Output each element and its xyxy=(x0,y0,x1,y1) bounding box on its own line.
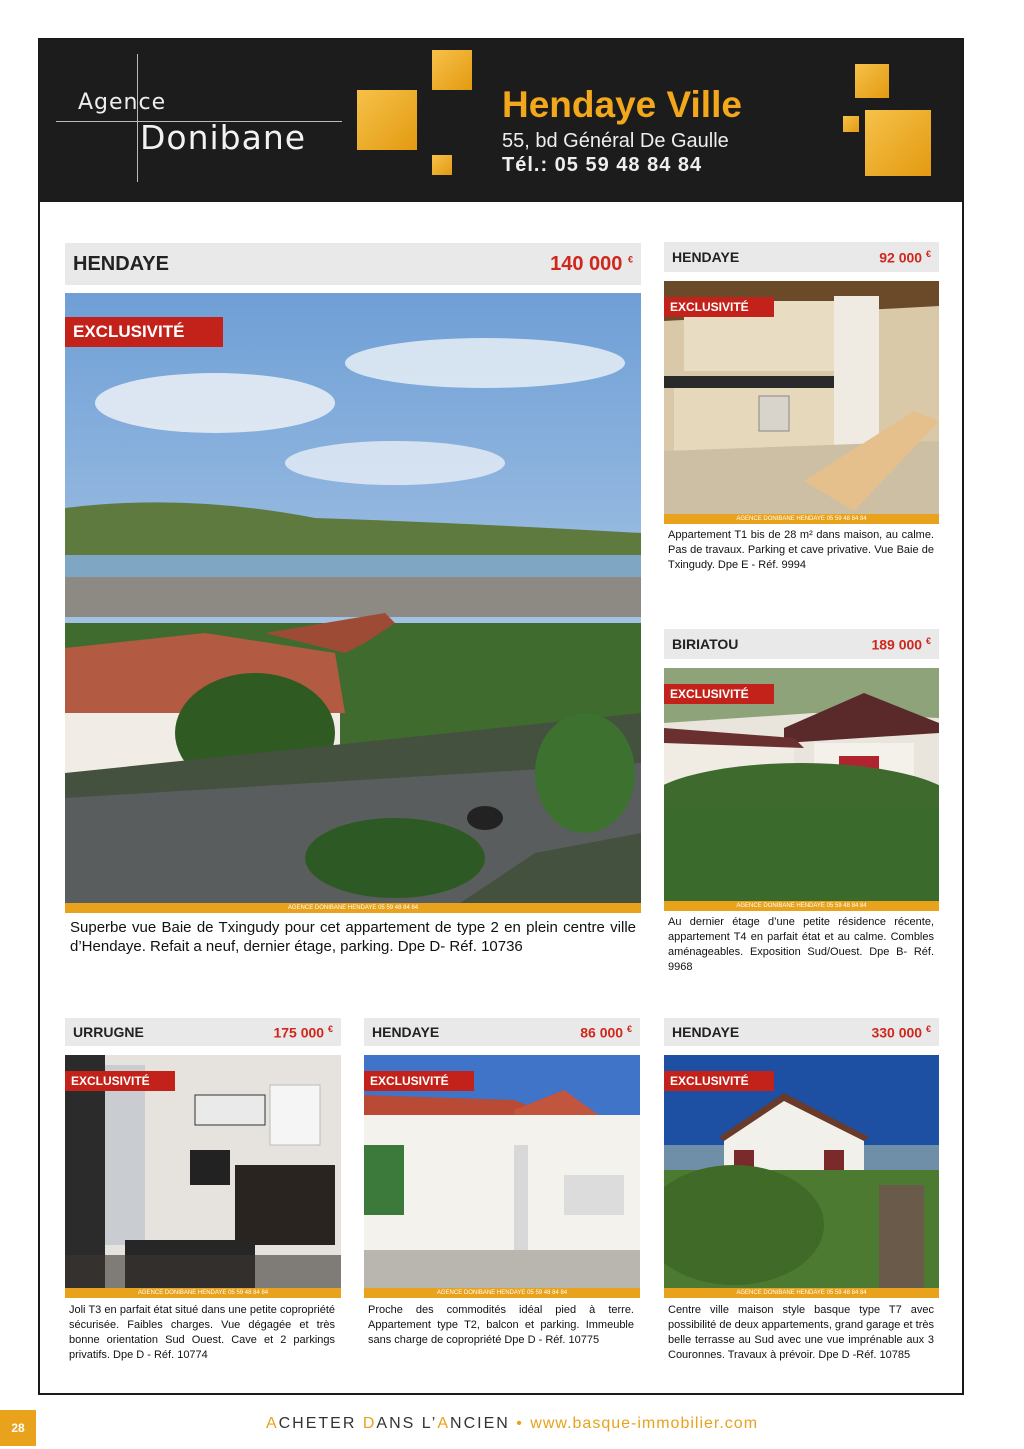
exclusivity-badge: EXCLUSIVITÉ xyxy=(664,297,774,317)
brand-large: Donibane xyxy=(140,118,307,157)
listing-photo[interactable] xyxy=(664,281,939,524)
listing-header xyxy=(664,1018,939,1046)
listing-description: Centre ville maison style basque type T7 avec possibilité de deux appartements, grand garage et très belle terrasse au Sud avec une vue imprénable aux 3 Couronnes. Travaux à prévoir. Dpe D -Réf. 10785 xyxy=(668,1304,934,1361)
listing-header xyxy=(65,243,641,285)
listing-header xyxy=(65,1018,341,1046)
deco-square-tiny xyxy=(843,116,859,132)
logo-square-small xyxy=(432,155,452,175)
listing-price: 330 000 € xyxy=(871,1023,931,1041)
photo-credit: AGENCE DONIBANE HENDAYE 05 59 48 84 84 xyxy=(664,1288,939,1298)
photo-credit: AGENCE DONIBANE HENDAYE 05 59 48 84 84 xyxy=(364,1288,640,1298)
listing-city: HENDAYE xyxy=(73,252,169,275)
listing-description: Proche des commodités idéal pied à terre. Appartement type T2, balcon et parking. Immeuble sans charge de copropriété Dpe D - Réf. 10775 xyxy=(368,1304,634,1346)
listing-photo[interactable] xyxy=(65,1055,341,1298)
brand-small: Agence xyxy=(78,90,167,115)
exclusivity-badge: EXCLUSIVITÉ xyxy=(364,1071,474,1091)
listing-city: HENDAYE xyxy=(372,1024,440,1040)
listing-header xyxy=(664,242,939,272)
listing-header xyxy=(364,1018,640,1046)
listing-city: URRUGNE xyxy=(73,1024,144,1040)
office-phone: Tél.: 05 59 48 84 84 xyxy=(502,154,703,176)
listing-price: 175 000 € xyxy=(273,1023,333,1041)
deco-square-large xyxy=(865,110,931,176)
logo-divider-vertical xyxy=(137,54,138,182)
listing-photo[interactable] xyxy=(364,1055,640,1298)
exclusivity-badge: EXCLUSIVITÉ xyxy=(664,1071,774,1091)
deco-square-top xyxy=(855,64,889,98)
office-title: Hendaye Ville xyxy=(502,84,742,125)
photo-credit: AGENCE DONIBANE HENDAYE 05 59 48 84 84 xyxy=(65,903,641,913)
page-number: 28 xyxy=(0,1410,36,1446)
listing-price: 86 000 € xyxy=(580,1023,632,1041)
listing-city: HENDAYE xyxy=(672,1024,740,1040)
listing-price: 92 000 € xyxy=(879,248,931,266)
listing-header xyxy=(664,629,939,659)
logo-square-large xyxy=(357,90,417,150)
listing-photo[interactable] xyxy=(65,293,641,913)
listing-price: 140 000 € xyxy=(550,252,633,275)
exclusivity-badge: EXCLUSIVITÉ xyxy=(664,684,774,704)
listing-description: Appartement T1 bis de 28 m² dans maison, au calme. Pas de travaux. Parking et cave privative. Vue Baie de Txingudy. Dpe E - Réf. 9994 xyxy=(668,529,934,571)
footer-url[interactable]: www.basque-immobilier.com xyxy=(530,1415,759,1432)
photo-credit: AGENCE DONIBANE HENDAYE 05 59 48 84 84 xyxy=(664,901,939,911)
listing-city: HENDAYE xyxy=(672,249,740,265)
exclusivity-badge: EXCLUSIVITÉ xyxy=(65,317,223,347)
listing-description: Au dernier étage d’une petite résidence récente, appartement T4 en parfait état et au calme. Combles aménageables. Exposition Sud/Ouest. Dpe B- Réf. 9968 xyxy=(668,916,934,973)
footer-tagline: ACHETER DANS L’ANCIEN • www.basque-immobilier.com xyxy=(265,1415,759,1432)
office-address: 55, bd Général De Gaulle xyxy=(502,130,729,152)
listing-photo[interactable] xyxy=(664,1055,939,1298)
photo-credit: AGENCE DONIBANE HENDAYE 05 59 48 84 84 xyxy=(65,1288,341,1298)
listing-description: Superbe vue Baie de Txingudy pour cet appartement de type 2 en plein centre ville d’Hendaye. Refait a neuf, dernier étage, parking. Dpe D- Réf. 10736 xyxy=(70,919,636,955)
listing-description: Joli T3 en parfait état situé dans une petite copropriété sécurisée. Faibles charges. Vue dégagée et très bonne orientation Sud Ouest. Cave et 2 parkings privatifs. Dpe D - Réf. 10774 xyxy=(69,1304,335,1361)
listing-price: 189 000 € xyxy=(871,635,931,653)
listing-photo[interactable] xyxy=(664,668,939,911)
photo-credit: AGENCE DONIBANE HENDAYE 05 59 48 84 84 xyxy=(664,514,939,524)
logo-square-top xyxy=(432,50,472,90)
exclusivity-badge: EXCLUSIVITÉ xyxy=(65,1071,175,1091)
listing-city: BIRIATOU xyxy=(672,636,739,652)
